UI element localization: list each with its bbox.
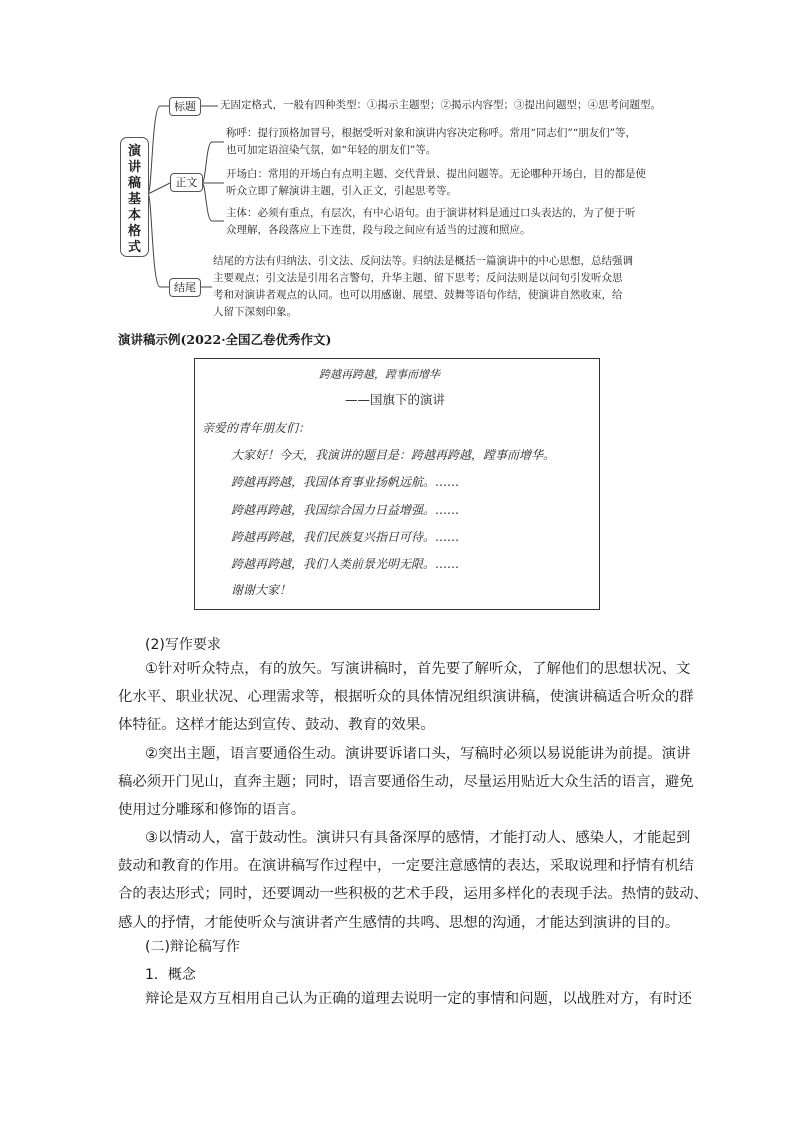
debate-heading: (二)辩论稿写作	[145, 939, 240, 955]
sample-heading: 演讲稿示例(2022·全国乙卷优秀作文)	[118, 332, 332, 347]
sample-box	[194, 358, 600, 610]
sample-line: 跨越再跨越，我国体育事业扬帆远航。……	[231, 475, 460, 489]
body-opening: 开场白：常用的开场白有点明主题、交代背景、提出问题等。无论哪种开场白，目的都是使 听众立即了解演讲主题，引入正文，引起思考等。	[226, 168, 646, 197]
sample-line: 跨越再跨越，我们人类前景光明无限。……	[231, 557, 460, 571]
sample-line: 跨越再跨越，我国综合国力日益增强。……	[231, 503, 460, 517]
branch-body-label: 正文	[175, 176, 198, 189]
sample-title: 跨越再跨越，蹚事而增华	[319, 368, 440, 381]
sample-line: 跨越再跨越，我们民族复兴指日可待。……	[231, 530, 460, 544]
mindmap-root: 演 讲 稿 基 本 格 式	[120, 137, 149, 257]
debate-subheading: 1．概念	[145, 967, 196, 983]
requirements-heading: (2)写作要求	[145, 637, 221, 653]
branch-ending-box	[169, 278, 201, 297]
branch-title-text: 无固定格式，一般有四种类型：①揭示主题型；②揭示内容型；③提出问题型；④思考问题型。	[220, 99, 661, 111]
sample-line: 大家好！今天，我演讲的题目是：跨越再跨越，蹚事而增华。	[231, 448, 556, 462]
branch-title-box	[169, 97, 201, 116]
sample-greeting: 亲爱的青年朋友们：	[202, 421, 311, 435]
ending-text: 结尾的方法有归纳法、引文法、反问法等。归纳法是概括一篇演讲中的中心思想，总结强调 主要观点；引文法是引用名言警句，升华主题、留下思考；反问法则是以问句引发听众思 考和对演讲者观点的认同。也可以用感谢、展望、鼓舞等语句作结，使演讲自然收束，给 人留下深刻印象。	[213, 255, 633, 318]
debate-paragraph: 辩论是双方互相用自己认为正确的道理去说明一定的事情和问题，以战胜对方，有时还	[145, 991, 692, 1007]
sample-subtitle: ——国旗下的演讲	[345, 392, 446, 407]
sample-closing: 谢谢大家！	[231, 583, 292, 597]
requirements-paragraph-1-cont: 化水平、职业状况、心理需求等，根据听众的具体情况组织演讲稿，使演讲稿适合听众的群 体特征。这样才能达到宣传、鼓动、教育的效果。	[118, 689, 694, 734]
body-main: 主体：必须有重点，有层次，有中心语句。由于演讲材料是通过口头表达的，为了便于听 众理解，各段落应上下连贯，段与段之间应有适当的过渡和照应。	[226, 207, 636, 236]
branch-ending-label: 结尾	[174, 281, 196, 294]
branch-body-box	[170, 173, 203, 192]
requirements-paragraph-1: ①针对听众特点，有的放矢。写演讲稿时，首先要了解听众，了解他们的思想状况、文	[145, 661, 691, 677]
branch-title-label: 标题	[174, 100, 196, 113]
requirements-paragraph-3-cont: 鼓动和教育的作用。在演讲稿写作过程中，一定要注意感情的表达，采取说理和抒情有机结 合的表达形式；同时，还要调动一些积极的艺术手段，运用多样化的表现手法。热情的鼓动、 感人的抒情，才能使听众与演讲者产生感情的共鸣、思想的沟通，才能达到演讲的目的。	[118, 858, 709, 931]
requirements-paragraph-2: ②突出主题，语言要通俗生动。演讲要诉诸口头，写稿时必须以易说能讲为前提。演讲	[145, 746, 691, 762]
requirements-paragraph-3: ③以情动人，富于鼓动性。演讲只有具备深厚的感情，才能打动人、感染人，才能起到	[145, 830, 691, 846]
requirements-paragraph-2-cont: 稿必须开门见山，直奔主题；同时，语言要通俗生动，尽量运用贴近大众生活的语言，避免 使用过分雕琢和修饰的语言。	[118, 774, 694, 819]
body-salutation: 称呼：提行顶格加冒号，根据受听对象和演讲内容决定称呼。常用“同志们”“朋友们”等， 也可加定语渲染气氛，如“年轻的朋友们”等。	[226, 127, 636, 156]
